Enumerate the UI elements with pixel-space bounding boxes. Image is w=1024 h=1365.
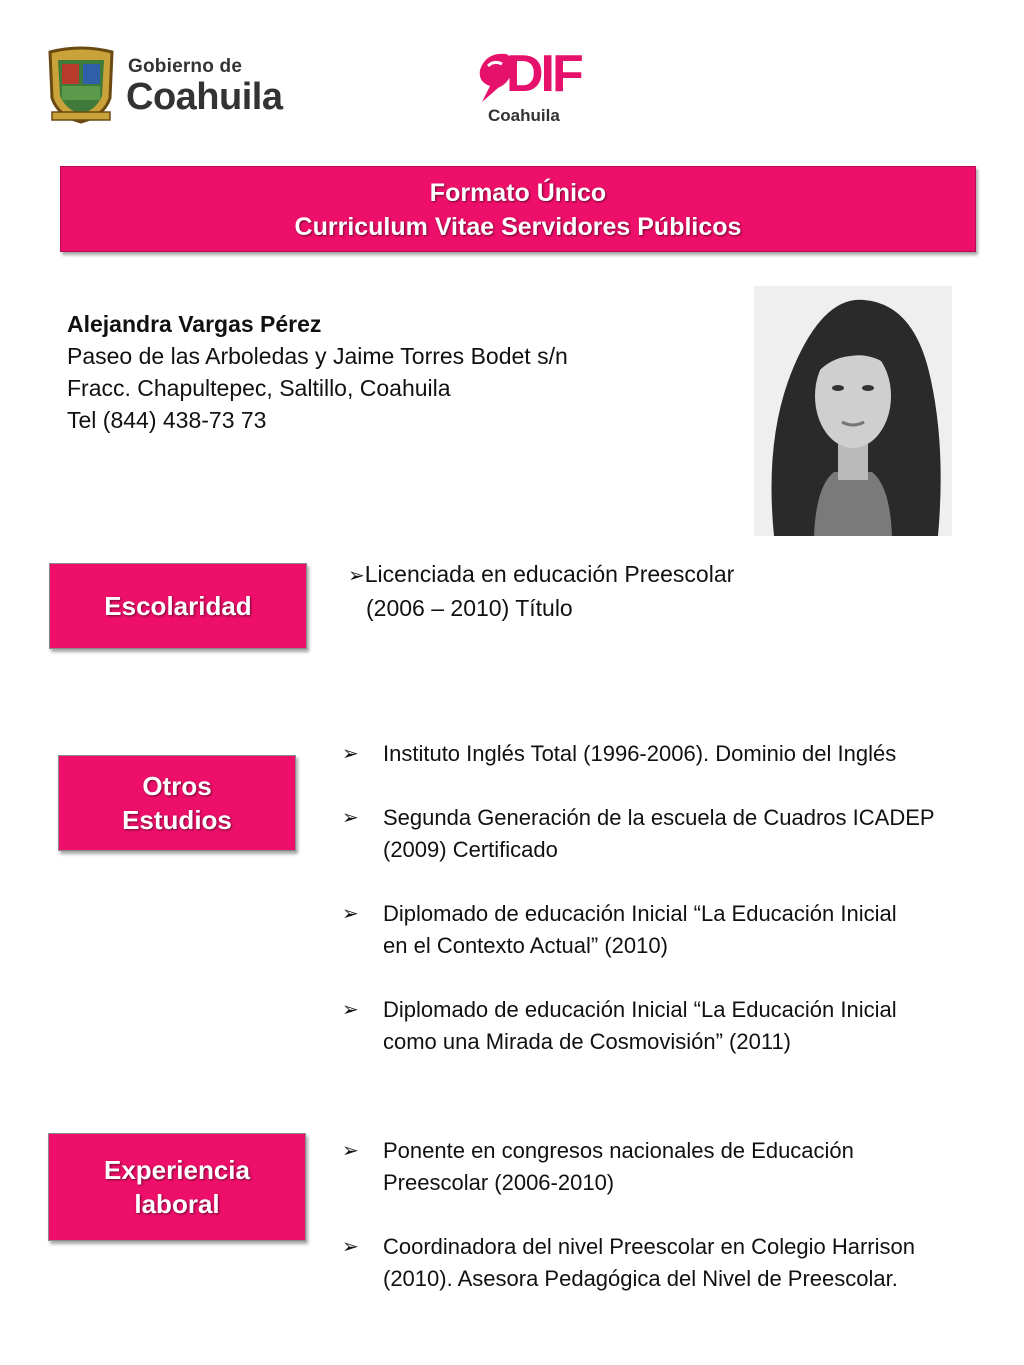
section-label-otros-estudios <box>58 755 296 851</box>
profile-photo <box>754 286 952 536</box>
arrow-bullet-icon: ➢ <box>342 1140 359 1162</box>
logo-line-gobierno: Gobierno de <box>128 56 243 77</box>
otros-estudios-list <box>342 738 982 1058</box>
portrait-icon <box>754 286 952 536</box>
address-line-2: Fracc. Chapultepec, Saltillo, Coahuila <box>67 375 451 401</box>
person-name: Alejandra Vargas Pérez <box>67 311 322 337</box>
item-line: Segunda Generación de la escuela de Cuadros ICADEP <box>383 805 935 830</box>
item-line: Coordinadora del nivel Preescolar en Colegio Harrison <box>383 1234 915 1259</box>
list-item <box>342 994 982 1058</box>
arrow-bullet-icon: ➢ <box>342 1236 359 1258</box>
list-item <box>342 738 982 770</box>
arrow-bullet-icon: ➢ <box>348 565 365 587</box>
list-item <box>342 898 982 962</box>
section-label-line-1: Otros <box>142 771 212 801</box>
list-item <box>342 1231 982 1295</box>
arrow-bullet-icon: ➢ <box>342 743 359 765</box>
phone: Tel (844) 438-73 73 <box>67 407 267 433</box>
experiencia-laboral-list <box>342 1135 982 1295</box>
section-label-escolaridad <box>49 563 307 649</box>
logo-line-coahuila: Coahuila <box>126 76 283 118</box>
item-line: Diplomado de educación Inicial “La Educación Inicial <box>383 997 897 1022</box>
item-line: en el Contexto Actual” (2010) <box>383 933 668 958</box>
list-item <box>348 558 734 592</box>
arrow-bullet-icon: ➢ <box>342 807 359 829</box>
escolaridad-content <box>348 558 734 624</box>
section-label-line-2: laboral <box>134 1189 220 1219</box>
section-label-line-2: Estudios <box>122 805 232 835</box>
item-line: Instituto Inglés Total (1996-2006). Dominio del Inglés <box>383 741 897 766</box>
section-label-experiencia-laboral <box>48 1133 306 1241</box>
list-item <box>342 1135 982 1199</box>
item-line: (2009) Certificado <box>383 837 558 862</box>
coahuila-coat-of-arms-icon <box>44 46 118 124</box>
item-line: Diplomado de educación Inicial “La Educación Inicial <box>383 901 897 926</box>
item-line: (2010). Asesora Pedagógica del Nivel de Preescolar. <box>383 1266 898 1291</box>
dif-subtitle: Coahuila <box>488 106 560 125</box>
dif-coahuila-logo <box>474 44 584 130</box>
degree-title: Licenciada en educación Preescolar <box>364 561 735 587</box>
gobierno-coahuila-logo <box>44 46 304 126</box>
section-label-line-1: Experiencia <box>104 1155 250 1185</box>
header-banner <box>60 166 976 252</box>
dif-wordmark: DIF <box>506 45 581 103</box>
header-subtitle: Curriculum Vitae Servidores Públicos <box>294 213 742 241</box>
arrow-bullet-icon: ➢ <box>342 999 359 1021</box>
personal-info <box>67 308 568 436</box>
item-line: Ponente en congresos nacionales de Educación <box>383 1138 854 1163</box>
list-item <box>342 802 982 866</box>
header-title: Formato Único <box>429 179 607 207</box>
degree-dates: (2006 – 2010) Título <box>366 595 573 621</box>
section-label-text: Escolaridad <box>104 591 252 621</box>
arrow-bullet-icon: ➢ <box>342 903 359 925</box>
item-line: Preescolar (2006-2010) <box>383 1170 615 1195</box>
item-line: como una Mirada de Cosmovisión” (2011) <box>383 1029 791 1054</box>
address-line-1: Paseo de las Arboledas y Jaime Torres Bodet s/n <box>67 343 568 369</box>
